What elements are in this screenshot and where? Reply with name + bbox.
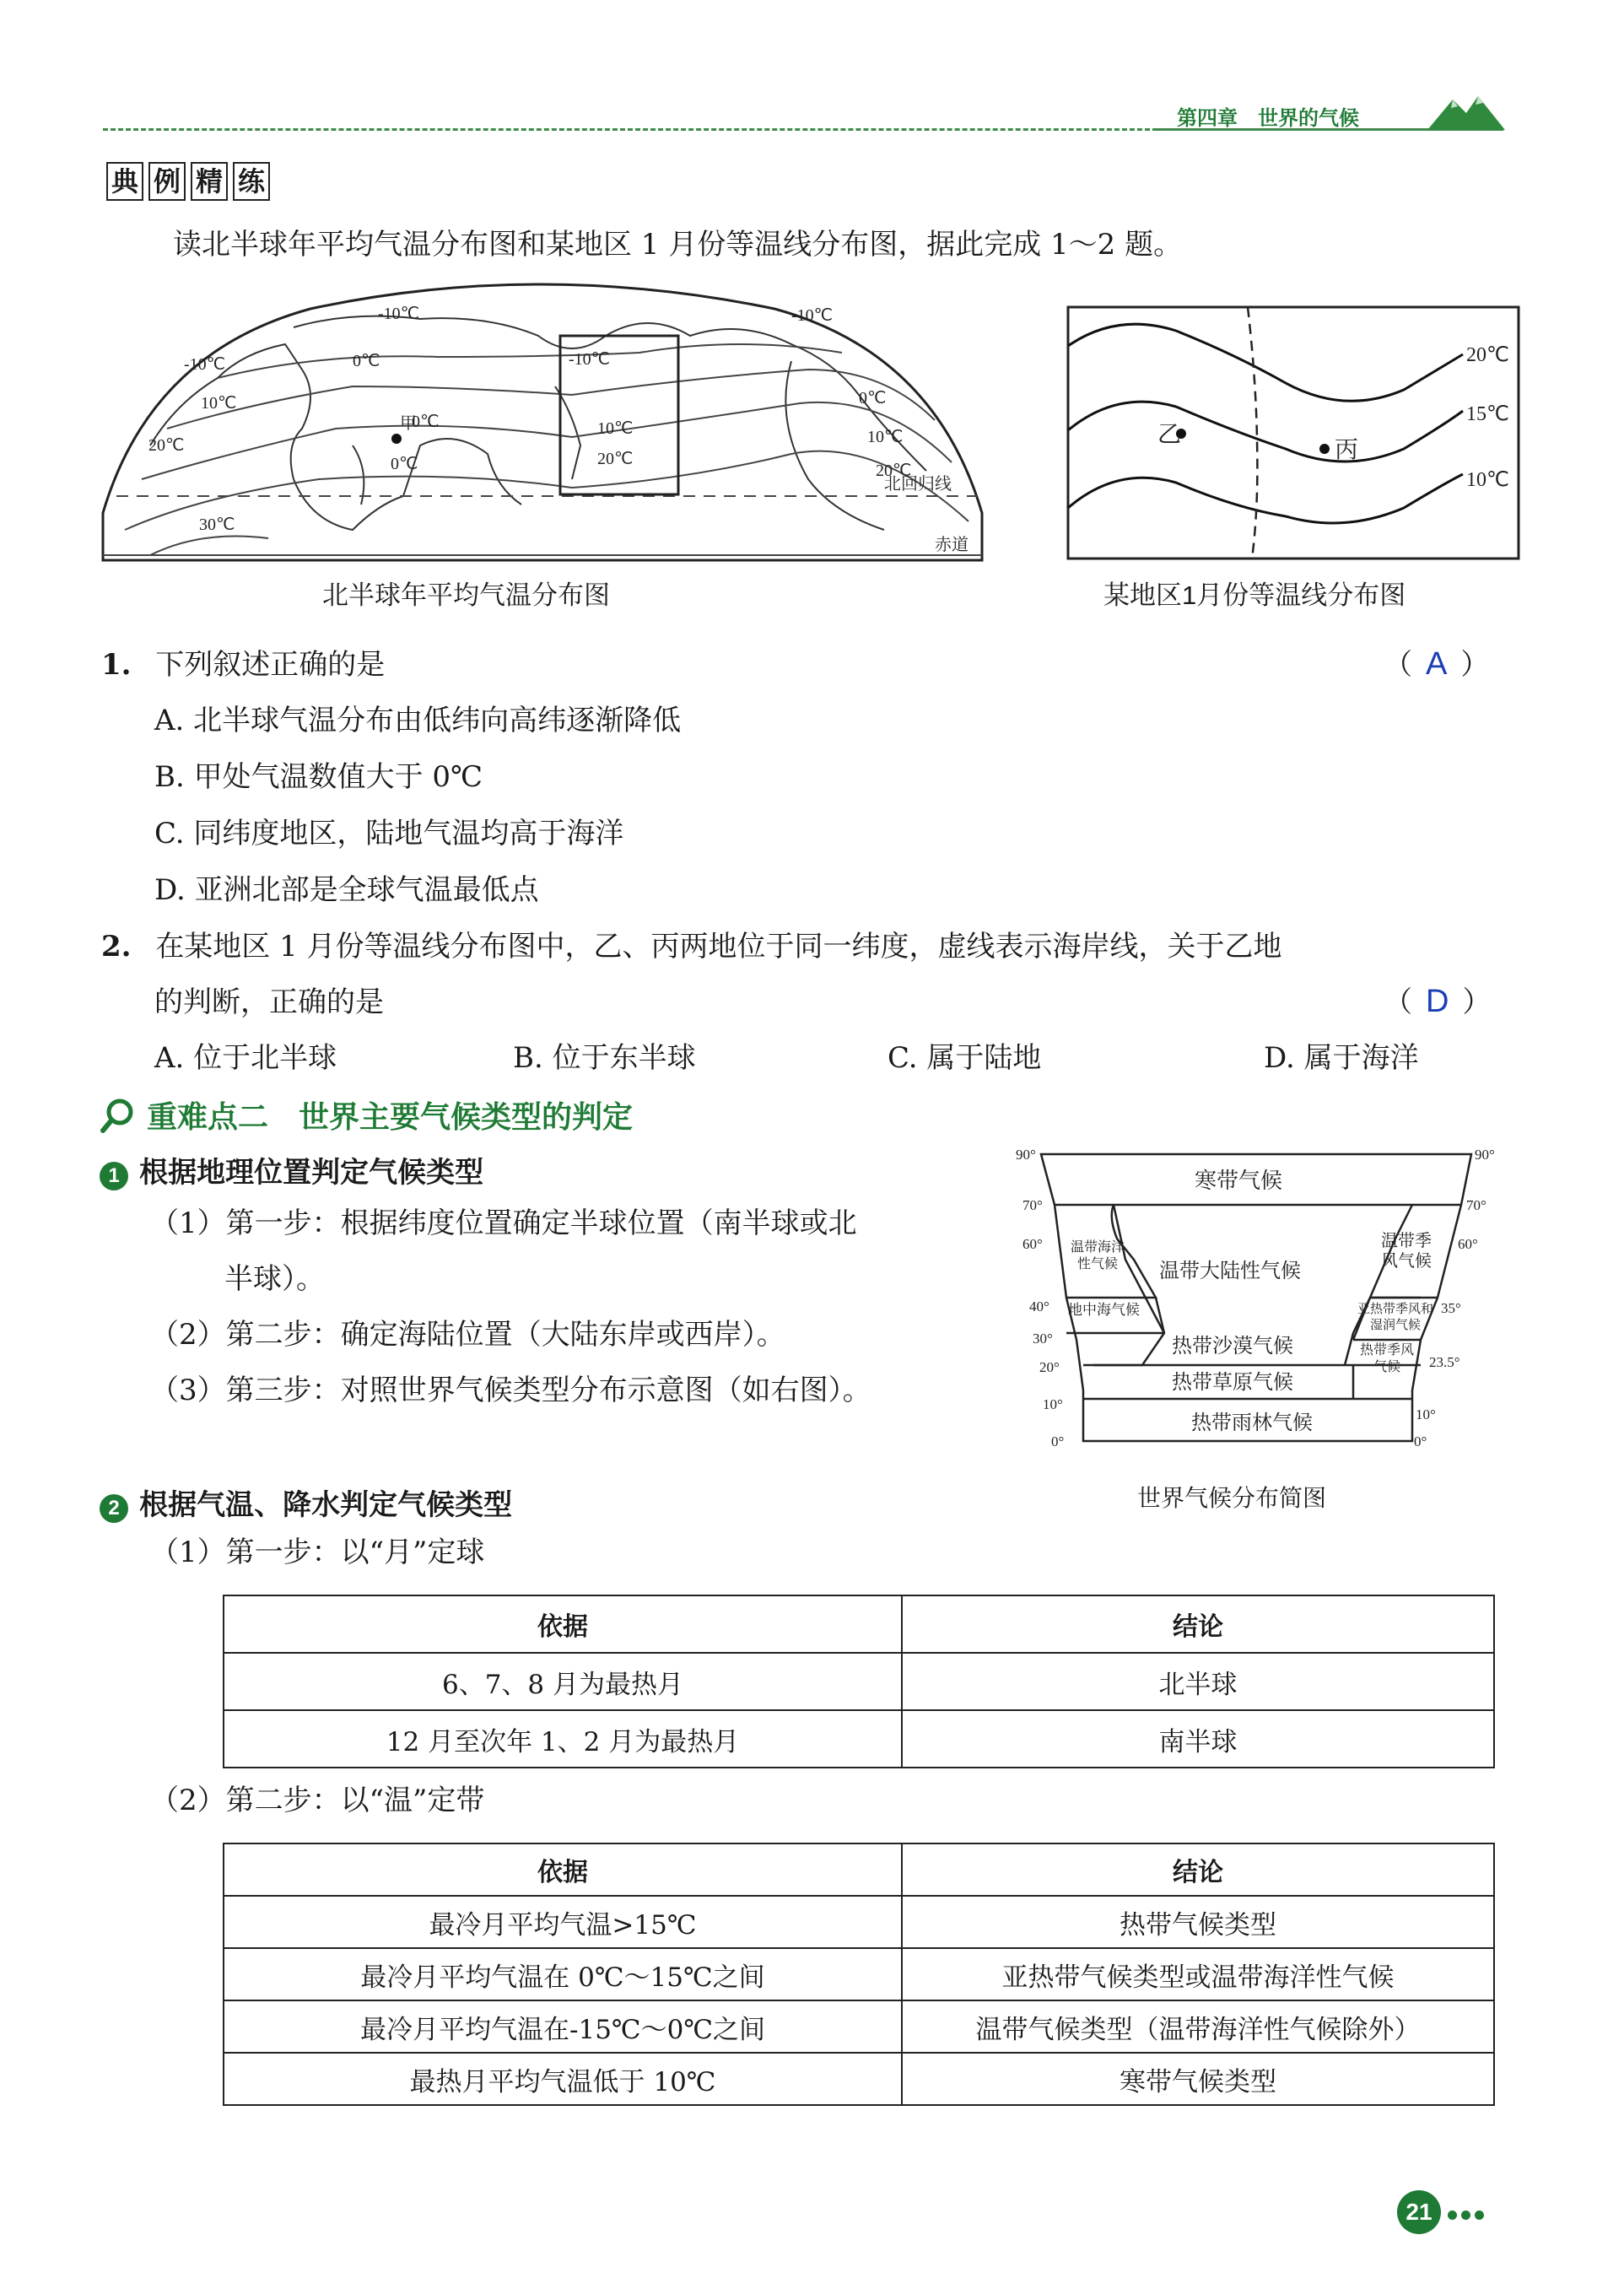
magnifier-icon: [100, 1097, 137, 1134]
map1-caption: 北半球年平均气温分布图: [322, 580, 610, 610]
answer-bracket-2: [1384, 979, 1491, 1020]
badge-char: 典: [106, 162, 143, 201]
lat-label: 10°: [1043, 1396, 1063, 1412]
climate-cell: 热带雨林气候: [1191, 1411, 1313, 1434]
table-header-row: [224, 1595, 1494, 1653]
question-stem: 在某地区 1 月份等温线分布图中，乙、丙两地位于同一纬度，虚线表示海岸线，关于乙地: [155, 930, 1282, 964]
step-line: （2）第二步：确定海陆位置（大陆东岸或西岸）。: [150, 1318, 785, 1352]
bing-label: 丙: [1335, 437, 1359, 463]
question-number: 2.: [101, 930, 132, 964]
table-header: 依据: [224, 1595, 902, 1653]
iso-label: -10℃: [791, 306, 834, 325]
point1-heading: [100, 1149, 483, 1190]
question-1: [101, 641, 385, 683]
step-line: （1）第一步：以“月”定球: [150, 1536, 485, 1569]
lat-label: 70°: [1466, 1197, 1486, 1213]
option: A. 北半球气温分布由低纬向高纬逐渐降低: [154, 704, 682, 737]
option: C. 属于陆地: [888, 1041, 1042, 1075]
climate-cell: 热带草原气候: [1172, 1370, 1293, 1394]
iso-label: 0℃: [412, 413, 440, 431]
point-number-badge: 1: [100, 1162, 128, 1190]
option: D. 属于海洋: [1264, 1041, 1419, 1075]
northern-hemisphere-temperature-map: [100, 277, 987, 564]
chapter-title: 第四章 世界的气候: [1177, 105, 1359, 130]
answer-bracket-1: [1384, 641, 1489, 683]
table-cell: 最冷月平均气温在 0℃～15℃之间: [224, 1948, 902, 2000]
lat-label: 90°: [1475, 1147, 1495, 1163]
iso-label: 10℃: [201, 394, 237, 413]
page-number: 21: [1405, 2199, 1432, 2225]
badge-char: 例: [148, 162, 186, 201]
lat-label: 60°: [1022, 1236, 1043, 1252]
section-badge: [106, 162, 275, 201]
badge-char: 练: [233, 162, 270, 201]
hemisphere-table: [223, 1595, 1495, 1768]
iso-label: 20℃: [597, 450, 634, 468]
option: C. 同纬度地区，陆地气温均高于海洋: [154, 817, 624, 850]
map2-caption: 某地区1月份等温线分布图: [1103, 580, 1406, 610]
climate-cell: 热带沙漠气候: [1172, 1334, 1293, 1358]
page-dots: [1448, 2207, 1484, 2223]
lat-label: 90°: [1016, 1147, 1036, 1163]
temperature-zone-table: [223, 1843, 1495, 2106]
lat-label: 20°: [1039, 1359, 1060, 1375]
point2-heading: [100, 1482, 512, 1523]
question-stem: 下列叙述正确的是: [155, 648, 386, 682]
table-row: [224, 2000, 1494, 2053]
step-line: （2）第二步：以“温”定带: [150, 1784, 485, 1817]
isotherm-15-label: 15℃: [1466, 403, 1509, 425]
iso-label: 10℃: [597, 419, 634, 438]
climate-cell: 亚热带季风和湿润气候: [1357, 1301, 1433, 1332]
table-cell: 寒带气候类型: [902, 2053, 1494, 2105]
question-stem-line2: 的判断，正确的是: [154, 985, 384, 1019]
point1-title: 根据地理位置判定气候类型: [139, 1156, 484, 1190]
lat-label: 70°: [1022, 1197, 1043, 1213]
climate-cell: 温带海洋性气候: [1070, 1239, 1125, 1271]
iso-label: 0℃: [391, 455, 418, 473]
table-cell: 热带气候类型: [902, 1896, 1494, 1948]
iso-label: -10℃: [378, 305, 420, 323]
point2-title: 根据气温、降水判定气候类型: [139, 1488, 513, 1522]
iso-label: -10℃: [184, 355, 226, 374]
iso-label: 0℃: [859, 389, 887, 408]
step-line: （3）第三步：对照世界气候类型分布示意图（如右图）。: [150, 1374, 871, 1407]
option: B. 甲处气温数值大于 0℃: [154, 760, 483, 794]
answer-mark: A: [1426, 646, 1448, 682]
climate-cell: 温带大陆性气候: [1159, 1259, 1301, 1282]
table-header-row: [224, 1843, 1494, 1896]
iso-label: 10℃: [867, 428, 904, 446]
tropic-label: 北回归线: [884, 475, 952, 494]
january-isotherm-map: [1066, 305, 1520, 560]
climate-cell: 寒带气候: [1195, 1169, 1283, 1194]
table-row: [224, 1710, 1494, 1768]
table-cell: 南半球: [902, 1710, 1494, 1768]
table-cell: 北半球: [902, 1653, 1494, 1710]
lat-label: 0°: [1414, 1433, 1427, 1449]
table-row: [224, 1896, 1494, 1948]
header-dashed-rule: [103, 128, 1157, 131]
lat-label: 0°: [1051, 1433, 1065, 1449]
climate-cell: 温带季风气候: [1381, 1230, 1432, 1271]
mountain-icon: [1427, 91, 1505, 132]
climate-diagram-caption: 世界气候分布简图: [1137, 1484, 1327, 1512]
question-2: [101, 923, 1282, 964]
table-row: [224, 1653, 1494, 1710]
table-cell: 最冷月平均气温在-15℃～0℃之间: [224, 2000, 902, 2053]
paren-open: （: [1384, 648, 1412, 682]
table-cell: 温带气候类型（温带海洋性气候除外）: [902, 2000, 1494, 2053]
table-header: 依据: [224, 1843, 902, 1896]
yi-label: 乙: [1157, 422, 1182, 448]
table-cell: 亚热带气候类型或温带海洋性气候: [902, 1948, 1494, 2000]
option: B. 位于东半球: [513, 1041, 696, 1075]
point-number-badge: 2: [100, 1494, 128, 1523]
world-climate-diagram: [999, 1146, 1505, 1475]
table-header: 结论: [902, 1595, 1494, 1653]
question-number: 1.: [101, 648, 132, 682]
climate-cell: 热带季风气候: [1359, 1341, 1414, 1374]
paren-close: ）: [1462, 985, 1492, 1019]
table-cell: 最热月平均气温低于 10℃: [224, 2053, 902, 2105]
lat-label: 23.5°: [1429, 1354, 1460, 1370]
lat-label: 40°: [1029, 1298, 1049, 1314]
iso-label: 30℃: [199, 516, 235, 534]
section2-title: 重难点二 世界主要气候类型的判定: [147, 1100, 634, 1135]
lat-label: 10°: [1416, 1406, 1436, 1422]
iso-label: 0℃: [353, 352, 380, 370]
option: A. 位于北半球: [154, 1041, 337, 1075]
iso-label: 20℃: [148, 436, 185, 455]
jia-label: 甲: [400, 414, 417, 433]
table-cell: 6、7、8 月为最热月: [224, 1653, 902, 1710]
paren-close: ）: [1460, 648, 1490, 682]
badge-char: 精: [191, 162, 228, 201]
option: D. 亚洲北部是全球气温最低点: [154, 873, 539, 907]
page-number-badge: [1397, 2190, 1441, 2234]
lat-label: 35°: [1441, 1300, 1461, 1316]
iso-label: 20℃: [876, 462, 912, 480]
lat-label: 30°: [1033, 1331, 1053, 1347]
table-header: 结论: [902, 1843, 1494, 1896]
iso-label: -10℃: [569, 350, 611, 369]
intro-text: 读北半球年平均气温分布图和某地区 1 月份等温线分布图，据此完成 1～2 题。: [173, 228, 1183, 262]
table-cell: 12 月至次年 1、2 月为最热月: [224, 1710, 902, 1768]
climate-cell: 地中海气候: [1068, 1302, 1140, 1319]
table-cell: 最冷月平均气温>15℃: [224, 1896, 902, 1948]
equator-label: 赤道: [935, 536, 968, 554]
table-row: [224, 2053, 1494, 2105]
paren-open: （: [1384, 985, 1412, 1019]
answer-mark: D: [1426, 984, 1449, 1019]
isotherm-10-label: 10℃: [1466, 469, 1509, 491]
step-line: （1）第一步：根据纬度位置确定半球位置（南半球或北: [150, 1206, 857, 1240]
lat-label: 60°: [1458, 1236, 1478, 1252]
step-line: 半球）。: [224, 1262, 325, 1296]
isotherm-20-label: 20℃: [1466, 344, 1509, 366]
table-row: [224, 1948, 1494, 2000]
